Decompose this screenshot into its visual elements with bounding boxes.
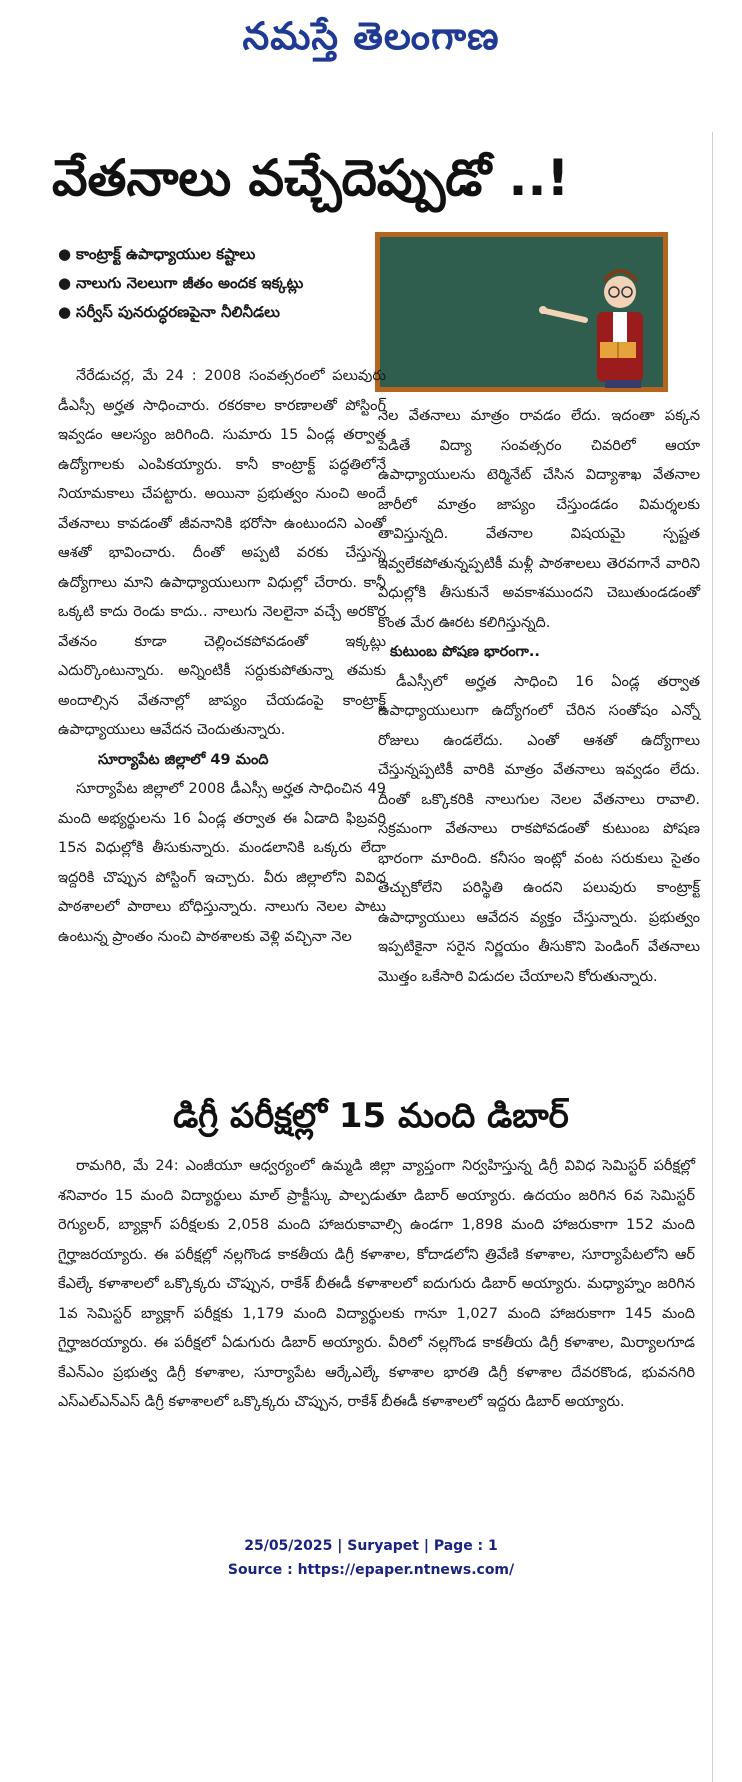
story2-body bbox=[58, 1152, 695, 1418]
story2-headline: డిగ్రీ పరీక్షల్లో 15 మంది డిబార్ bbox=[173, 1096, 569, 1136]
paragraph: డీఎస్సీలో అర్హత సాధించి 16 ఏండ్ల తర్వాత ఉపాధ్యాయులుగా ఉద్యోగంలో చేరిన సంతోషం ఎన్నో రోజులు ఉండలేదు. ఎంతో ఆశతో ఉద్యోగాలు చేస్తున్నప్పటికీ వారికి మాత్రం వేతనాలు ఇవ్వడం లేదు. దీంతో ఒక్కొకరికి నాలుగుల నెలల వేతనాలు రావాలి. సక్రమంగా వేతనాలు రాకపోవడంతో కుటుంబ పోషణ భారంగా మారింది. కనీసం ఇంట్లో వంట సరుకులు సైతం తెచ్చుకోలేని పరిస్థితి ఉందని పలువురు కాంట్రాక్ట్ ఉపాధ్యాయులు ఆవేదన వ్యక్తం చేస్తున్నారు. ప్రభుత్వం ఇప్పటికైనా సరైన నిర్ణయం తీసుకొని పెండింగ్ వేతనాలు మొత్తం ఒకేసారి విడుదల చేయాలని కోరుతున్నారు. bbox=[378, 673, 700, 985]
column-divider bbox=[712, 132, 713, 1782]
paragraph: నేరేడుచర్ల, మే 24 : 2008 సంవత్సరంలో పలువురు డీఎస్సీ అర్హత సాధించారు. రకరకాల కారణాలతో పోస్టింగ్ ఇవ్వడం ఆలస్యం జరిగింది. సుమారు 15 ఏండ్ల తర్వాత ఉద్యోగాలకు ఎంపికయ్యారు. కానీ కాంట్రాక్ట్ పద్ధతిలోనే నియామకాలు చేపట్టారు. అయినా ప్రభుత్వం నుంచి అందే వేతనాలు కావడంతో జీవనానికి భరోసా ఉంటుందని ఎంతో ఆశతో భావించారు. దీంతో అప్పటి వరకు చేస్తున్న ఉద్యోగాలు మాని ఉపాధ్యాయులుగా విధుల్లో చేరారు. కానీ ఒక్కటి కాదు రెండు కాదు.. నాలుగు నెలలైనా వచ్చే అరకొర వేతనం కూడా చెల్లించకపోవడంతో ఇక్కట్లు ఎదుర్కొంటున్నారు. అన్నింటికీ సర్దుకుపోతున్నా తమకు అందాల్సిన వేతనాల్లో జాప్యం చేయడంపై కాంట్రాక్ట్ ఉపాధ్యాయులు ఆవేదన చెందుతున్నారు. bbox=[58, 368, 386, 738]
subheading: సూర్యాపేట జిల్లాలో 49 మంది bbox=[98, 751, 269, 768]
paragraph: సూర్యాపేట జిల్లాలో 2008 డీఎస్సీ అర్హత సాధించిన 49 మంది అభ్యర్థులను 16 ఏండ్ల తర్వాత ఈ ఏడాది ఫిబ్రవరి 15న విధుల్లోకి తీసుకున్నారు. మండలానికి ఒక్కరు లేదా ఇద్దరికి చొప్పున పోస్టింగ్ ఇచ్చారు. వీరు జిల్లాలోని వివిధ పాఠశాలలో పాఠాలు బోధిస్తున్నారు. నాలుగు నెలల పాటు ఉంటున్న ప్రాంతం నుంచి పాఠశాలకు వెళ్లి వచ్చినా నెల bbox=[58, 781, 386, 945]
masthead-logo: నమస్తే తెలంగాణ bbox=[242, 13, 500, 58]
paragraph: రామగిరి, మే 24: ఎంజీయూ ఆధ్వర్యంలో ఉమ్మడి జిల్లా వ్యాప్తంగా నిర్వహిస్తున్న డిగ్రీ వివిధ సెమిస్టర్ పరీక్షల్లో శనివారం 15 మంది విద్యార్థులు మాల్ ప్రాక్టీస్కు పాల్పడుతూ డిబార్ అయ్యారు. ఉదయం జరిగిన 6వ సెమిస్టర్ రెగ్యులర్, బ్యాక్లాగ్ పరీక్షలకు 2,058 మంది హాజరుకావాల్సి ఉండగా 1,898 మంది హాజరుకాగా 152 మంది గైర్హాజరయ్యారు. ఈ పరీక్షల్లో నల్లగొండ కాకతీయ డిగ్రీ కళాశాల, కోదాడలోని త్రివేణి కళాశాల, సూర్యాపేటలోని ఆర్ కేఎల్కే కళాశాలలో ఒక్కొక్కరు చొప్పున, రాకేశ్ బీఈడీ కళాశాలలో ఐదుగురు డిబార్ అయ్యారు. మధ్యాహ్నం జరిగిన 1వ సెమిస్టర్ బ్యాక్లాగ్ పరీక్షకు 1,179 మంది విద్యార్థులకు గానూ 1,027 మంది హాజరుకాగా 145 మంది గైర్హాజరయ్యారు. ఈ పరీక్షలో ఏడుగురు డిబార్ అయ్యారు. వీరిలో నల్లగొండ కాకతీయ డిగ్రీ కళాశాల, మిర్యాలగూడ కేఎన్ఎం ప్రభుత్వ డిగ్రీ కళాశాల, సూర్యాపేట ఆర్కేఎల్కే కళాశాల భారతి డిగ్రీ కళాశాల దేవరకొండ, భువనగిరి ఎస్ఎల్ఎన్ఎస్ డిగ్రీ కళాశాలలో ఒక్కొక్కరు చొప్పున, రాకేశ్ బీఈడీ కళాశాలలో ఇద్దరు డిబార్ అయ్యారు. bbox=[58, 1158, 695, 1410]
footer-date-edition: 25/05/2025 | Suryapet | Page : 1 bbox=[244, 1538, 498, 1554]
bullet-item: ● సర్వీస్ పునరుద్ధరణపైనా నీలినీడలు bbox=[58, 303, 280, 321]
footer-source-link[interactable]: Source : https://epaper.ntnews.com/ bbox=[227, 1562, 515, 1578]
article-column-1 bbox=[58, 362, 386, 952]
teacher-chalkboard-illustration bbox=[375, 232, 668, 392]
bullet-item: ● కాంట్రాక్ట్ ఉపాధ్యాయుల కష్టాలు bbox=[58, 245, 256, 263]
headline: వేతనాలు వచ్చేదెప్పుడో ..! bbox=[52, 149, 570, 207]
subheading: కుటుంబ పోషణ భారంగా.. bbox=[390, 644, 540, 660]
paragraph: నెల వేతనాలు మాత్రం రావడం లేదు. ఇదంతా పక్కన పెడితే విద్యా సంవత్సరం చివరిలో ఆయా ఉపాధ్యాయులను టెర్మినేట్ చేసిన విద్యాశాఖ వేతనాల జారీలో మాత్రం జాప్యం చేస్తుండడం విమర్శలకు తావిస్తున్నది. వేతనాల విషయమై స్పష్టత ఇవ్వలేకపోతున్నప్పటికీ మళ్లీ పాఠశాలలు తెరవగానే వారిని విధుల్లోకి తీసుకునే అవకాశముందని చెబుతుండడంతో కొంత మేర ఊరట కలిగిస్తున్నది. bbox=[378, 408, 700, 631]
article-column-2 bbox=[378, 402, 700, 992]
bullet-list bbox=[58, 240, 378, 327]
bullet-item: ● నాలుగు నెలలుగా జీతం అందక ఇక్కట్లు bbox=[58, 274, 304, 292]
